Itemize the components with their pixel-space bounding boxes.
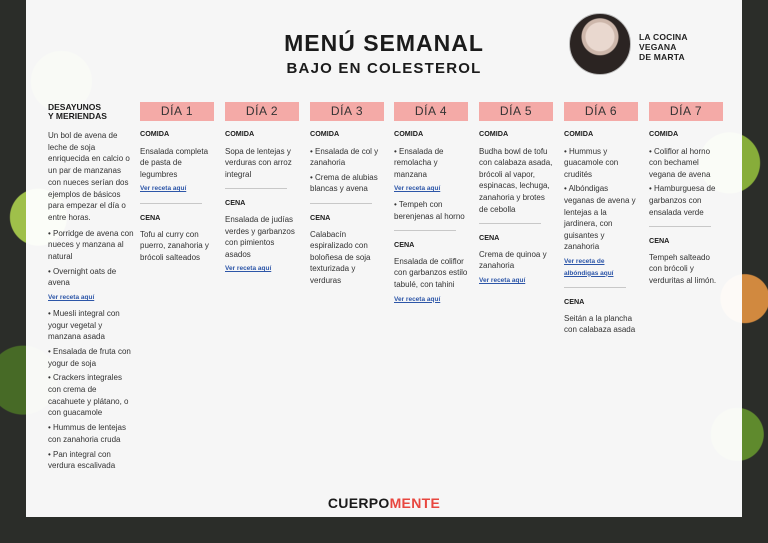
day-column-2	[225, 102, 299, 279]
list-item: • Hummus de lentejas con zanahoria cruda	[48, 423, 126, 444]
dinner-dish: Tempeh salteado con brócoli y verduritas al limón.	[649, 252, 717, 285]
lunch-dish: • Ensalada de remolacha y manzana	[394, 146, 444, 179]
title-block	[26, 30, 742, 77]
lunch-label: COMIDA	[310, 129, 340, 138]
lunch-dish: • Ensalada de col y zanahoria	[310, 146, 379, 168]
recipe-link[interactable]: Ver receta aquí	[479, 276, 526, 284]
lunch-label: COMIDA	[140, 129, 170, 138]
dinner-dish: Crema de quinoa y zanahoria	[479, 249, 547, 271]
dinner-label: CENA	[479, 233, 500, 243]
page-title: MENÚ SEMANAL	[284, 30, 484, 56]
day-header: DÍA 5	[479, 102, 553, 121]
day-column-4	[394, 102, 468, 309]
dinner-dish: Ensalada de judías verdes y garbanzos con pimientos asados	[225, 214, 295, 259]
dinner-label: CENA	[649, 236, 670, 246]
dinner-label: CENA	[310, 212, 331, 222]
menu-sheet	[26, 0, 742, 517]
dinner-dish: Calabacín espiralizado con boloñesa de soja texturizada y verduras	[310, 229, 371, 285]
dinner-label: CENA	[394, 240, 415, 250]
recipe-link[interactable]: Ver receta aquí	[394, 295, 441, 303]
day-header: DÍA 4	[394, 102, 468, 121]
list-item: • Ensalada de fruta con yogur de soja	[48, 346, 131, 368]
day-header: DÍA 2	[225, 102, 299, 121]
recipe-link[interactable]: Ver receta aquí	[225, 265, 272, 273]
lunch-label: COMIDA	[564, 129, 594, 138]
breakfast-heading	[48, 103, 134, 121]
footer-logo	[26, 495, 742, 511]
list-item: • Overnight oats de avena	[48, 266, 117, 288]
brand-line-3: DE MARTA	[639, 52, 685, 62]
breakfast-heading-line-1: DESAYUNOS	[48, 102, 102, 112]
day-header: DÍA 3	[310, 102, 384, 121]
recipe-link[interactable]: Ver receta aquí	[48, 294, 95, 302]
breakfast-heading-line-2: Y MERIENDAS	[48, 111, 107, 121]
lunch-label: COMIDA	[649, 129, 679, 138]
divider	[479, 223, 541, 224]
lunch-dish: • Coliflor al horno con bechamel vegana de avena	[649, 146, 711, 179]
recipe-link[interactable]: Ver receta aquí	[140, 185, 187, 193]
list-item: • Pan integral con verdura escalivada	[48, 449, 116, 471]
day-header: DÍA 6	[564, 102, 638, 121]
page-subtitle: BAJO EN COLESTEROL	[286, 60, 482, 77]
dinner-label: CENA	[140, 212, 161, 222]
day-column-6	[564, 102, 638, 339]
dinner-label: CENA	[564, 297, 585, 307]
divider	[310, 203, 372, 204]
recipe-link[interactable]: Ver receta aquí	[394, 185, 441, 193]
recipe-link[interactable]: Ver receta de albóndigas aquí	[564, 257, 614, 277]
dinner-dish: Seitán a la plancha con calabaza asada	[564, 313, 636, 335]
footer-logo-part-1: CUERPO	[327, 495, 390, 511]
day-column-7	[649, 102, 723, 290]
breakfast-intro: Un bol de avena de leche de soja enriquecida en calcio o un par de manzanas con nueces serían dos ejemplos de básicos para empezar el día o entre horas.	[48, 131, 130, 222]
divider	[225, 188, 287, 189]
lunch-dish: Ensalada completa de pasta de legumbres	[140, 146, 209, 179]
lunch-dish: Sopa de lentejas y verduras con arroz integral	[225, 146, 292, 179]
day-header: DÍA 7	[649, 102, 723, 121]
brand-line-2: VEGANA	[639, 42, 677, 52]
footer-logo-part-2: MENTE	[389, 495, 441, 511]
lunch-label: COMIDA	[479, 129, 509, 138]
divider	[564, 287, 626, 288]
dinner-label: CENA	[225, 198, 246, 208]
day-column-5	[479, 102, 553, 291]
lunch-label: COMIDA	[394, 129, 424, 138]
divider	[394, 230, 456, 231]
day-header: DÍA 1	[140, 102, 214, 121]
dinner-dish: Ensalada de coliflor con garbanzos estilo tabulé, con tahini	[394, 256, 468, 289]
lunch-dish: Budha bowl de tofu con calabaza asada, brócoli al vapor, espinacas, lechuga, zanahoria y brotes de cebolla	[479, 146, 553, 214]
divider	[140, 203, 202, 204]
list-item: • Porridge de avena con nueces y manzana al natural	[48, 228, 134, 262]
day-column-1	[140, 102, 214, 266]
lunch-dish: • Hamburguesa de garbanzos con ensalada verde	[649, 184, 716, 217]
lunch-dish: • Hummus y guacamole con crudités	[564, 146, 619, 179]
lunch-dish: • Albóndigas veganas de avena y lentejas a la jardinera, con guisantes y zanahoria	[564, 184, 636, 252]
lunch-label: COMIDA	[225, 129, 255, 138]
list-item: • Crackers integrales con crema de cacahuete y plátano, o con guacamole	[48, 373, 129, 418]
author-avatar	[569, 13, 631, 75]
dinner-dish: Tofu al curry con puerro, zanahoria y brócoli salteados	[140, 229, 209, 262]
breakfast-column	[48, 103, 134, 475]
author-brand	[639, 32, 688, 62]
day-column-3	[310, 102, 384, 290]
divider	[649, 226, 711, 227]
lunch-dish: • Tempeh con berenjenas al horno	[394, 199, 465, 221]
brand-line-1: LA COCINA	[639, 32, 688, 42]
lunch-dish: • Crema de alubias blancas y avena	[310, 172, 378, 194]
list-item: • Muesli integral con yogur vegetal y manzana asada	[48, 308, 120, 342]
